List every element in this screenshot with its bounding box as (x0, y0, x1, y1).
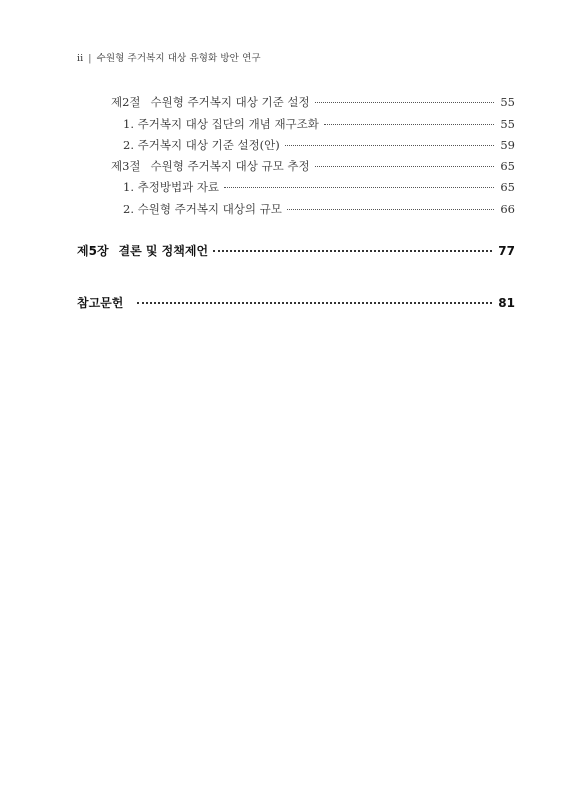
toc-entry-item-3-2[interactable] (123, 201, 515, 217)
running-header (77, 50, 261, 64)
toc-entry-item-2-2[interactable] (123, 137, 515, 153)
toc-entry-references[interactable] (77, 294, 515, 311)
toc-entry-label: 2. 주거복지 대상 기준 설정(안) (123, 138, 280, 152)
toc-entry-item-2-1[interactable] (123, 116, 515, 132)
header-page-number: ii (77, 53, 84, 64)
toc-entry-label: 제3절 수원형 주거복지 대상 규모 추정 (111, 159, 310, 173)
toc-page-number: 65 (500, 159, 515, 173)
leader-dots (213, 249, 492, 252)
header-title: 수원형 주거복지 대상 유형화 방안 연구 (96, 53, 261, 64)
leader-dots (287, 208, 494, 210)
toc-entry-section-3[interactable] (111, 158, 515, 174)
toc-entry-label: 1. 주거복지 대상 집단의 개념 재구조화 (123, 117, 319, 131)
leader-dots (315, 101, 495, 103)
toc-entry-label: 제5장 결론 및 정책제언 (77, 244, 209, 258)
toc-page-number: 55 (500, 117, 515, 131)
toc-page-number: 81 (498, 296, 515, 310)
header-separator: | (88, 53, 92, 64)
toc-page-number: 65 (500, 180, 515, 194)
toc-entry-label: 1. 추정방법과 자료 (123, 180, 220, 194)
toc-entry-chapter-5[interactable] (77, 242, 515, 259)
leader-dots (315, 165, 495, 167)
toc-entry-label: 참고문헌 (77, 296, 124, 310)
leader-dots (285, 144, 495, 146)
toc-page-number: 55 (500, 95, 515, 109)
toc-page-number: 66 (500, 202, 515, 216)
toc-page-number: 59 (500, 138, 515, 152)
leader-dots (224, 186, 494, 188)
toc-entry-label: 제2절 수원형 주거복지 대상 기준 설정 (111, 95, 310, 109)
toc-entry-section-2[interactable] (111, 94, 515, 110)
leader-dots (324, 123, 494, 125)
toc-entry-item-3-1[interactable] (123, 179, 515, 195)
toc-page-number: 77 (498, 244, 515, 258)
leader-dots (137, 301, 492, 304)
toc-entry-label: 2. 수원형 주거복지 대상의 규모 (123, 202, 282, 216)
